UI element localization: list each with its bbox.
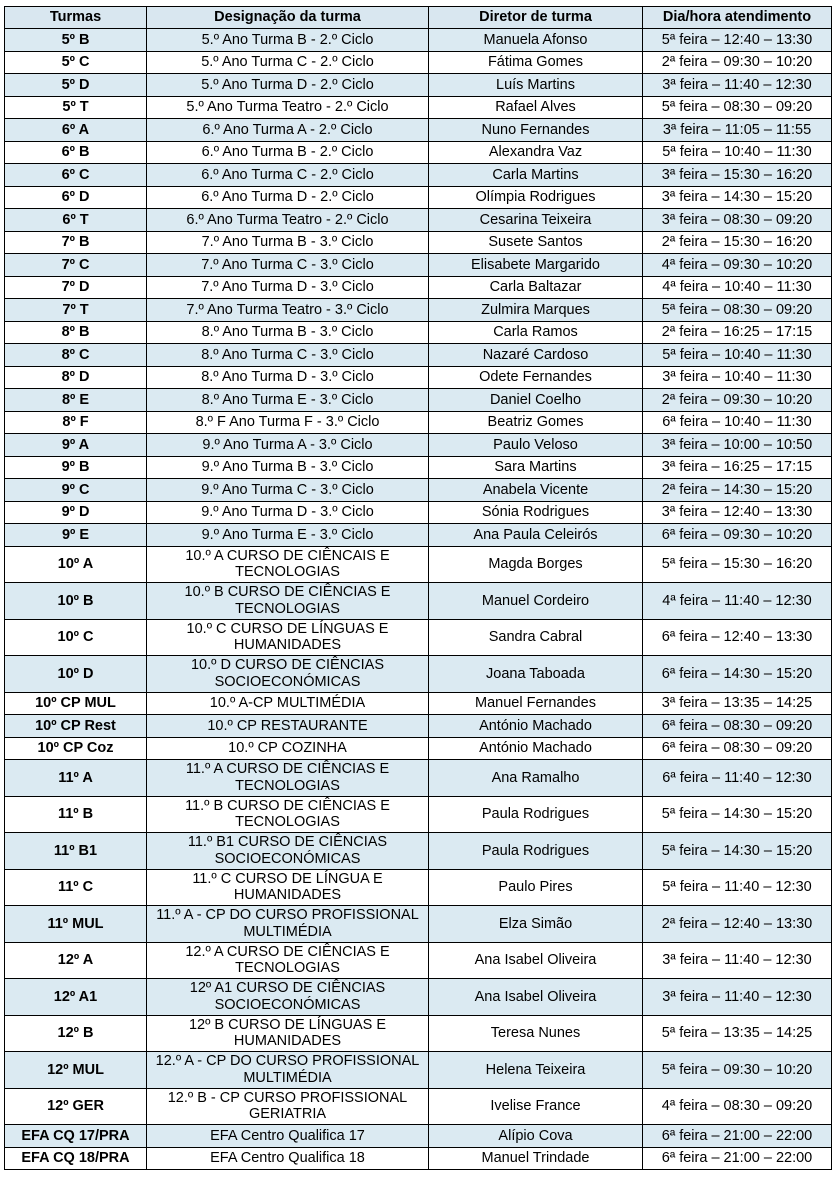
- cell-diretor: Paula Rodrigues: [429, 796, 643, 833]
- cell-diretor: Ana Ramalho: [429, 760, 643, 797]
- cell-designacao: 8.º Ano Turma E - 3.º Ciclo: [147, 389, 429, 412]
- cell-turma: 11º A: [5, 760, 147, 797]
- table-row: [5, 501, 832, 524]
- cell-diretor: Cesarina Teixeira: [429, 209, 643, 232]
- header-turmas: Turmas: [5, 7, 147, 29]
- cell-diretor: Anabela Vicente: [429, 479, 643, 502]
- table-row: [5, 96, 832, 119]
- cell-diretor: Beatriz Gomes: [429, 411, 643, 434]
- cell-turma: 6º A: [5, 119, 147, 142]
- cell-atendimento: 5ª feira – 15:30 – 16:20: [643, 546, 832, 583]
- cell-turma: EFA CQ 17/PRA: [5, 1125, 147, 1148]
- cell-atendimento: 3ª feira – 11:05 – 11:55: [643, 119, 832, 142]
- cell-diretor: Paula Rodrigues: [429, 833, 643, 870]
- table-row: [5, 1125, 832, 1148]
- cell-turma: 6º B: [5, 141, 147, 164]
- cell-diretor: Ana Paula Celeirós: [429, 524, 643, 547]
- cell-turma: 7º T: [5, 299, 147, 322]
- cell-atendimento: 5ª feira – 14:30 – 15:20: [643, 833, 832, 870]
- cell-designacao: EFA Centro Qualifica 17: [147, 1125, 429, 1148]
- cell-designacao: 7.º Ano Turma D - 3.º Ciclo: [147, 276, 429, 299]
- cell-atendimento: 3ª feira – 11:40 – 12:30: [643, 74, 832, 97]
- cell-turma: 11º C: [5, 869, 147, 906]
- cell-turma: 12º A: [5, 942, 147, 979]
- cell-atendimento: 6ª feira – 11:40 – 12:30: [643, 760, 832, 797]
- cell-designacao: 10.º B CURSO DE CIÊNCIAS E TECNOLOGIAS: [147, 583, 429, 620]
- cell-designacao: 11.º B CURSO DE CIÊNCIAS E TECNOLOGIAS: [147, 796, 429, 833]
- cell-designacao: 9.º Ano Turma C - 3.º Ciclo: [147, 479, 429, 502]
- cell-turma: 5º T: [5, 96, 147, 119]
- cell-designacao: 12.º B - CP CURSO PROFISSIONAL GERIATRIA: [147, 1088, 429, 1125]
- table-row: [5, 411, 832, 434]
- table-row: [5, 715, 832, 738]
- cell-designacao: 11.º B1 CURSO DE CIÊNCIAS SOCIOECONÓMICAS: [147, 833, 429, 870]
- cell-atendimento: 4ª feira – 09:30 – 10:20: [643, 254, 832, 277]
- cell-designacao: 9.º Ano Turma A - 3.º Ciclo: [147, 434, 429, 457]
- cell-turma: 10º CP MUL: [5, 692, 147, 715]
- cell-atendimento: 5ª feira – 12:40 – 13:30: [643, 29, 832, 52]
- cell-atendimento: 3ª feira – 14:30 – 15:20: [643, 186, 832, 209]
- cell-turma: 12º MUL: [5, 1052, 147, 1089]
- header-diretor: Diretor de turma: [429, 7, 643, 29]
- cell-turma: 9º C: [5, 479, 147, 502]
- cell-turma: 8º B: [5, 321, 147, 344]
- cell-designacao: 11.º A - CP DO CURSO PROFISSIONAL MULTIMÉDIA: [147, 906, 429, 943]
- cell-turma: 11º B1: [5, 833, 147, 870]
- cell-atendimento: 6ª feira – 21:00 – 22:00: [643, 1125, 832, 1148]
- cell-atendimento: 4ª feira – 10:40 – 11:30: [643, 276, 832, 299]
- cell-atendimento: 2ª feira – 12:40 – 13:30: [643, 906, 832, 943]
- cell-turma: 5º B: [5, 29, 147, 52]
- cell-diretor: Olímpia Rodrigues: [429, 186, 643, 209]
- cell-designacao: 6.º Ano Turma C - 2.º Ciclo: [147, 164, 429, 187]
- cell-designacao: 10.º CP RESTAURANTE: [147, 715, 429, 738]
- cell-designacao: 6.º Ano Turma D - 2.º Ciclo: [147, 186, 429, 209]
- cell-atendimento: 3ª feira – 16:25 – 17:15: [643, 456, 832, 479]
- cell-atendimento: 3ª feira – 13:35 – 14:25: [643, 692, 832, 715]
- cell-turma: 9º B: [5, 456, 147, 479]
- cell-diretor: Manuel Trindade: [429, 1147, 643, 1170]
- cell-atendimento: 4ª feira – 08:30 – 09:20: [643, 1088, 832, 1125]
- table-row: [5, 51, 832, 74]
- cell-diretor: Alípio Cova: [429, 1125, 643, 1148]
- cell-atendimento: 5ª feira – 08:30 – 09:20: [643, 96, 832, 119]
- cell-designacao: 10.º A CURSO DE CIÊNCAIS E TECNOLOGIAS: [147, 546, 429, 583]
- table-row: [5, 760, 832, 797]
- cell-diretor: Susete Santos: [429, 231, 643, 254]
- cell-turma: 8º E: [5, 389, 147, 412]
- cell-atendimento: 2ª feira – 09:30 – 10:20: [643, 389, 832, 412]
- cell-turma: 6º C: [5, 164, 147, 187]
- cell-atendimento: 2ª feira – 09:30 – 10:20: [643, 51, 832, 74]
- cell-turma: 5º D: [5, 74, 147, 97]
- cell-atendimento: 5ª feira – 08:30 – 09:20: [643, 299, 832, 322]
- table-row: [5, 299, 832, 322]
- cell-designacao: 5.º Ano Turma B - 2.º Ciclo: [147, 29, 429, 52]
- table-row: [5, 692, 832, 715]
- cell-designacao: 8.º Ano Turma C - 3.º Ciclo: [147, 344, 429, 367]
- table-row: [5, 546, 832, 583]
- cell-turma: 7º C: [5, 254, 147, 277]
- cell-turma: 9º A: [5, 434, 147, 457]
- cell-turma: 10º C: [5, 619, 147, 656]
- table-row: [5, 942, 832, 979]
- cell-atendimento: 6ª feira – 08:30 – 09:20: [643, 715, 832, 738]
- cell-turma: 5º C: [5, 51, 147, 74]
- cell-atendimento: 2ª feira – 14:30 – 15:20: [643, 479, 832, 502]
- cell-turma: 12º B: [5, 1015, 147, 1052]
- cell-diretor: Sandra Cabral: [429, 619, 643, 656]
- schedule-table: [4, 6, 832, 1170]
- cell-diretor: António Machado: [429, 715, 643, 738]
- cell-designacao: 8.º Ano Turma B - 3.º Ciclo: [147, 321, 429, 344]
- cell-atendimento: 5ª feira – 14:30 – 15:20: [643, 796, 832, 833]
- table-row: [5, 164, 832, 187]
- cell-designacao: 6.º Ano Turma Teatro - 2.º Ciclo: [147, 209, 429, 232]
- table-row: [5, 209, 832, 232]
- cell-atendimento: 2ª feira – 16:25 – 17:15: [643, 321, 832, 344]
- cell-diretor: Nuno Fernandes: [429, 119, 643, 142]
- cell-atendimento: 4ª feira – 11:40 – 12:30: [643, 583, 832, 620]
- cell-atendimento: 3ª feira – 10:40 – 11:30: [643, 366, 832, 389]
- cell-designacao: 6.º Ano Turma B - 2.º Ciclo: [147, 141, 429, 164]
- cell-turma: 11º MUL: [5, 906, 147, 943]
- table-row: [5, 833, 832, 870]
- table-row: [5, 479, 832, 502]
- cell-atendimento: 6ª feira – 12:40 – 13:30: [643, 619, 832, 656]
- cell-diretor: Sara Martins: [429, 456, 643, 479]
- table-row: [5, 254, 832, 277]
- cell-atendimento: 3ª feira – 15:30 – 16:20: [643, 164, 832, 187]
- cell-atendimento: 5ª feira – 10:40 – 11:30: [643, 344, 832, 367]
- cell-atendimento: 6ª feira – 10:40 – 11:30: [643, 411, 832, 434]
- cell-diretor: Ivelise France: [429, 1088, 643, 1125]
- cell-designacao: 10.º A-CP MULTIMÉDIA: [147, 692, 429, 715]
- cell-diretor: Ana Isabel Oliveira: [429, 942, 643, 979]
- cell-turma: 10º A: [5, 546, 147, 583]
- table-row: [5, 389, 832, 412]
- table-row: [5, 321, 832, 344]
- cell-atendimento: 5ª feira – 09:30 – 10:20: [643, 1052, 832, 1089]
- cell-turma: 9º D: [5, 501, 147, 524]
- header-designacao: Designação da turma: [147, 7, 429, 29]
- cell-atendimento: 3ª feira – 10:00 – 10:50: [643, 434, 832, 457]
- cell-diretor: Carla Baltazar: [429, 276, 643, 299]
- cell-atendimento: 6ª feira – 09:30 – 10:20: [643, 524, 832, 547]
- cell-turma: 10º CP Coz: [5, 737, 147, 760]
- cell-designacao: 9.º Ano Turma B - 3.º Ciclo: [147, 456, 429, 479]
- table-row: [5, 1015, 832, 1052]
- header-atendimento: Dia/hora atendimento: [643, 7, 832, 29]
- cell-designacao: 7.º Ano Turma Teatro - 3.º Ciclo: [147, 299, 429, 322]
- table-row: [5, 583, 832, 620]
- cell-diretor: Carla Martins: [429, 164, 643, 187]
- cell-diretor: Ana Isabel Oliveira: [429, 979, 643, 1016]
- cell-designacao: 7.º Ano Turma C - 3.º Ciclo: [147, 254, 429, 277]
- table-row: [5, 231, 832, 254]
- cell-designacao: 11.º A CURSO DE CIÊNCIAS E TECNOLOGIAS: [147, 760, 429, 797]
- table-row: [5, 186, 832, 209]
- cell-atendimento: 3ª feira – 11:40 – 12:30: [643, 942, 832, 979]
- cell-turma: 10º D: [5, 656, 147, 693]
- cell-diretor: Elisabete Margarido: [429, 254, 643, 277]
- table-row: [5, 29, 832, 52]
- table-row: [5, 119, 832, 142]
- cell-diretor: Manuela Afonso: [429, 29, 643, 52]
- cell-diretor: Paulo Pires: [429, 869, 643, 906]
- cell-atendimento: 5ª feira – 13:35 – 14:25: [643, 1015, 832, 1052]
- cell-designacao: 10.º CP COZINHA: [147, 737, 429, 760]
- cell-designacao: 10.º D CURSO DE CIÊNCIAS SOCIOECONÓMICAS: [147, 656, 429, 693]
- cell-designacao: 5.º Ano Turma Teatro - 2.º Ciclo: [147, 96, 429, 119]
- cell-designacao: 9.º Ano Turma E - 3.º Ciclo: [147, 524, 429, 547]
- table-row: [5, 344, 832, 367]
- cell-turma: 7º B: [5, 231, 147, 254]
- cell-turma: 6º T: [5, 209, 147, 232]
- table-row: [5, 366, 832, 389]
- table-body: [5, 29, 832, 1170]
- cell-designacao: 10.º C CURSO DE LÍNGUAS E HUMANIDADES: [147, 619, 429, 656]
- table-row: [5, 737, 832, 760]
- cell-turma: 8º F: [5, 411, 147, 434]
- table-row: [5, 619, 832, 656]
- table-row: [5, 276, 832, 299]
- table-row: [5, 141, 832, 164]
- cell-designacao: 8.º F Ano Turma F - 3.º Ciclo: [147, 411, 429, 434]
- table-row: [5, 979, 832, 1016]
- table-row: [5, 869, 832, 906]
- cell-turma: 12º A1: [5, 979, 147, 1016]
- cell-designacao: 8.º Ano Turma D - 3.º Ciclo: [147, 366, 429, 389]
- table-row: [5, 524, 832, 547]
- cell-designacao: 5.º Ano Turma C - 2.º Ciclo: [147, 51, 429, 74]
- cell-atendimento: 6ª feira – 14:30 – 15:20: [643, 656, 832, 693]
- cell-designacao: 6.º Ano Turma A - 2.º Ciclo: [147, 119, 429, 142]
- cell-designacao: 9.º Ano Turma D - 3.º Ciclo: [147, 501, 429, 524]
- cell-designacao: 12º A1 CURSO DE CIÊNCIAS SOCIOECONÓMICAS: [147, 979, 429, 1016]
- cell-turma: 8º C: [5, 344, 147, 367]
- cell-diretor: Fátima Gomes: [429, 51, 643, 74]
- table-row: [5, 434, 832, 457]
- cell-atendimento: 3ª feira – 08:30 – 09:20: [643, 209, 832, 232]
- cell-diretor: Daniel Coelho: [429, 389, 643, 412]
- cell-turma: 6º D: [5, 186, 147, 209]
- cell-diretor: Zulmira Marques: [429, 299, 643, 322]
- cell-diretor: Nazaré Cardoso: [429, 344, 643, 367]
- cell-diretor: Sónia Rodrigues: [429, 501, 643, 524]
- cell-diretor: Elza Simão: [429, 906, 643, 943]
- table-row: [5, 906, 832, 943]
- cell-diretor: Alexandra Vaz: [429, 141, 643, 164]
- cell-turma: 11º B: [5, 796, 147, 833]
- cell-turma: 10º CP Rest: [5, 715, 147, 738]
- cell-turma: 12º GER: [5, 1088, 147, 1125]
- cell-turma: 8º D: [5, 366, 147, 389]
- cell-turma: EFA CQ 18/PRA: [5, 1147, 147, 1170]
- cell-diretor: Carla Ramos: [429, 321, 643, 344]
- cell-diretor: Manuel Cordeiro: [429, 583, 643, 620]
- cell-atendimento: 6ª feira – 08:30 – 09:20: [643, 737, 832, 760]
- cell-diretor: Rafael Alves: [429, 96, 643, 119]
- cell-diretor: Manuel Fernandes: [429, 692, 643, 715]
- cell-diretor: Helena Teixeira: [429, 1052, 643, 1089]
- cell-atendimento: 2ª feira – 15:30 – 16:20: [643, 231, 832, 254]
- cell-designacao: 12.º A CURSO DE CIÊNCIAS E TECNOLOGIAS: [147, 942, 429, 979]
- cell-diretor: António Machado: [429, 737, 643, 760]
- cell-designacao: 12º B CURSO DE LÍNGUAS E HUMANIDADES: [147, 1015, 429, 1052]
- cell-turma: 10º B: [5, 583, 147, 620]
- cell-atendimento: 5ª feira – 11:40 – 12:30: [643, 869, 832, 906]
- cell-diretor: Odete Fernandes: [429, 366, 643, 389]
- cell-diretor: Luís Martins: [429, 74, 643, 97]
- cell-diretor: Magda Borges: [429, 546, 643, 583]
- cell-atendimento: 3ª feira – 11:40 – 12:30: [643, 979, 832, 1016]
- cell-diretor: Paulo Veloso: [429, 434, 643, 457]
- cell-designacao: 11.º C CURSO DE LÍNGUA E HUMANIDADES: [147, 869, 429, 906]
- table-row: [5, 1088, 832, 1125]
- cell-atendimento: 6ª feira – 21:00 – 22:00: [643, 1147, 832, 1170]
- schedule-table-container: [4, 6, 832, 1170]
- cell-turma: 9º E: [5, 524, 147, 547]
- cell-designacao: EFA Centro Qualifica 18: [147, 1147, 429, 1170]
- cell-atendimento: 3ª feira – 12:40 – 13:30: [643, 501, 832, 524]
- cell-diretor: Joana Taboada: [429, 656, 643, 693]
- table-row: [5, 1147, 832, 1170]
- cell-designacao: 7.º Ano Turma B - 3.º Ciclo: [147, 231, 429, 254]
- table-row: [5, 1052, 832, 1089]
- header-row: [5, 7, 832, 29]
- table-row: [5, 656, 832, 693]
- cell-turma: 7º D: [5, 276, 147, 299]
- cell-atendimento: 5ª feira – 10:40 – 11:30: [643, 141, 832, 164]
- table-row: [5, 74, 832, 97]
- cell-diretor: Teresa Nunes: [429, 1015, 643, 1052]
- table-row: [5, 456, 832, 479]
- table-row: [5, 796, 832, 833]
- cell-designacao: 5.º Ano Turma D - 2.º Ciclo: [147, 74, 429, 97]
- cell-designacao: 12.º A - CP DO CURSO PROFISSIONAL MULTIMÉDIA: [147, 1052, 429, 1089]
